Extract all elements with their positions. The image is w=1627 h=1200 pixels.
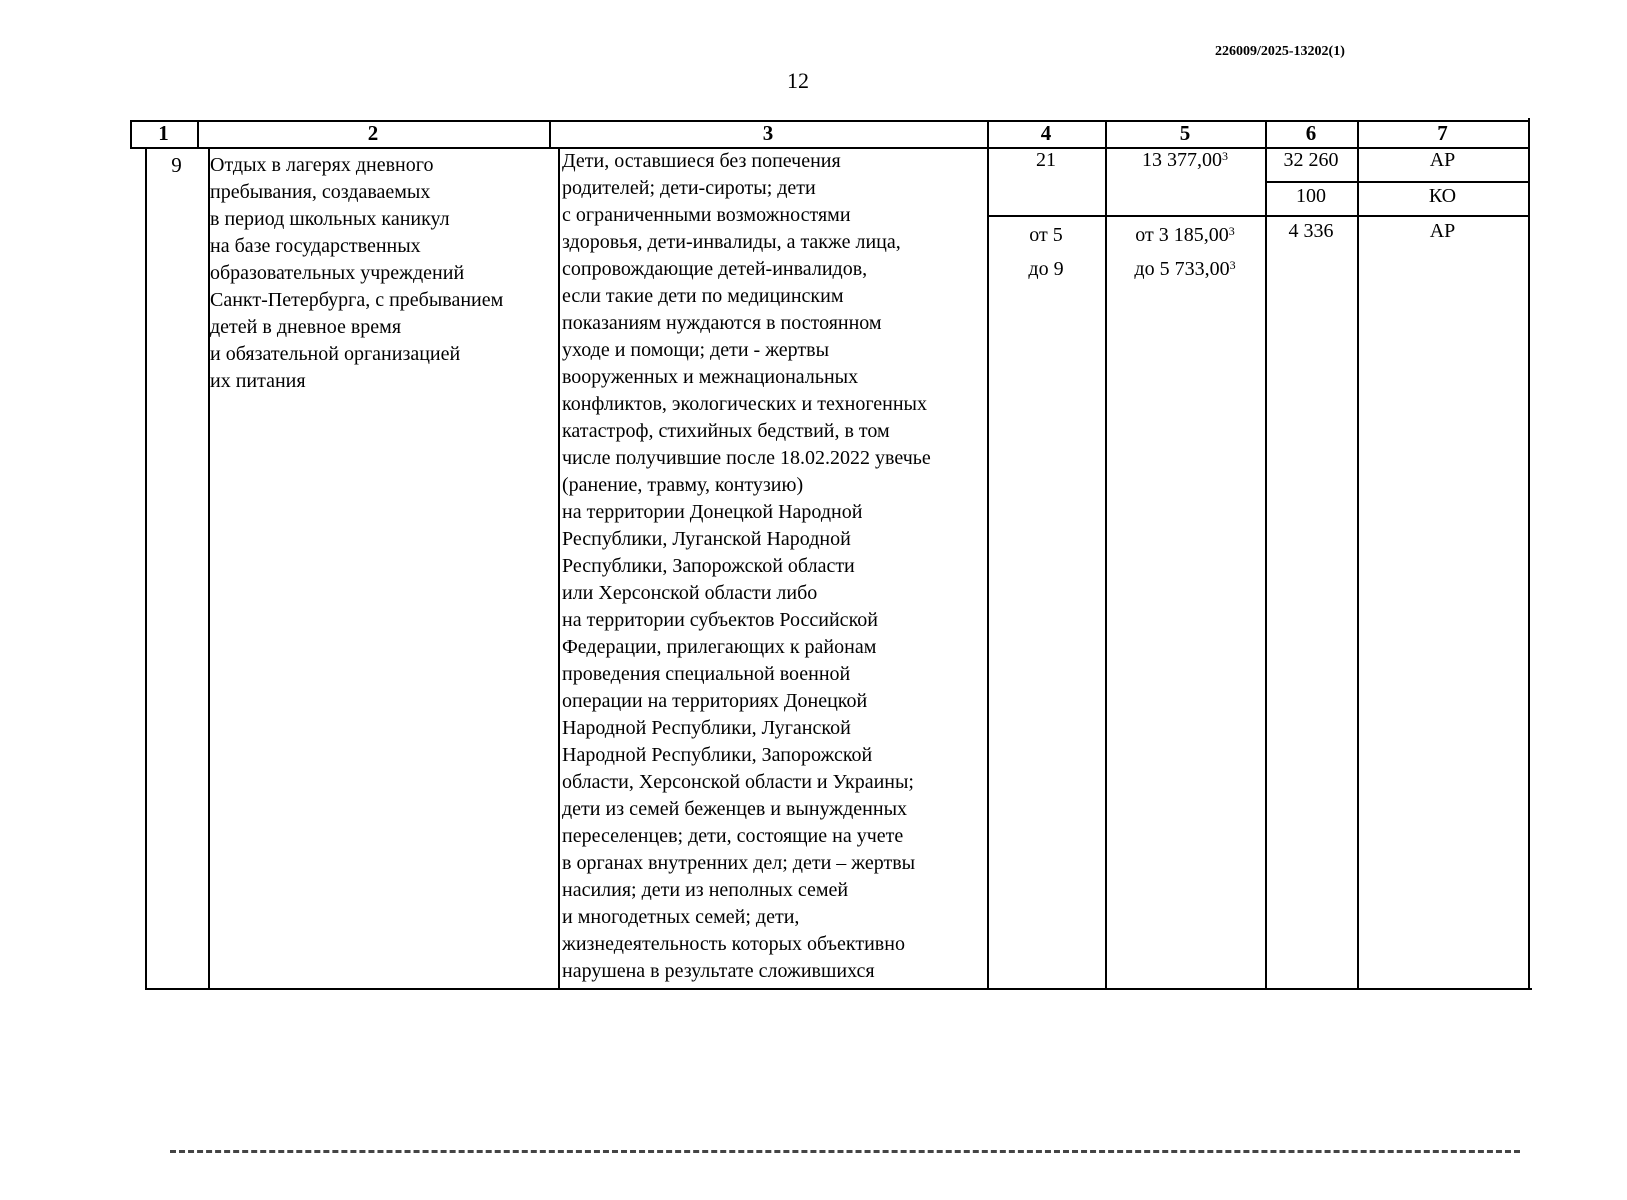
text-line: с ограниченными возможностями bbox=[562, 204, 851, 226]
text-line: переселенцев; дети, состоящие на учете bbox=[562, 825, 904, 847]
sub2-col4 bbox=[987, 218, 1105, 286]
sub1-col4: 21 bbox=[1036, 149, 1056, 171]
footnote-mark: 3 bbox=[1229, 258, 1236, 272]
sub1-col7a: АР bbox=[1429, 149, 1456, 171]
text-line: пребывания, создаваемых bbox=[210, 181, 431, 203]
text-line: образовательных учреждений bbox=[210, 262, 465, 284]
text-line: области, Херсонской области и Украины; bbox=[562, 771, 914, 793]
text-line: вооруженных и межнациональных bbox=[562, 366, 859, 388]
document-number: 226009/2025-13202(1) bbox=[1215, 44, 1345, 59]
text-line: на базе государственных bbox=[210, 235, 421, 257]
sub2-col5 bbox=[1105, 218, 1265, 286]
header-col-7: 7 bbox=[1437, 121, 1448, 145]
text-line: здоровья, дети-инвалиды, а также лица, bbox=[562, 231, 901, 253]
footnote-mark: 3 bbox=[1222, 149, 1228, 163]
row-number: 9 bbox=[171, 153, 182, 177]
text-line: числе получившие после 18.02.2022 увечье bbox=[562, 447, 931, 469]
text-line: если такие дети по медицинским bbox=[562, 285, 844, 307]
text-line: детей в дневное время bbox=[210, 316, 402, 338]
text-line: уходе и помощи; дети - жертвы bbox=[562, 339, 830, 361]
scan-edge-line bbox=[170, 1150, 1520, 1153]
range-to: до 9 bbox=[1028, 258, 1064, 280]
text-line: или Херсонской области либо bbox=[562, 582, 818, 604]
text-line: жизнедеятельность которых объективно bbox=[562, 933, 905, 955]
text-line: на территории Донецкой Народной bbox=[562, 501, 863, 523]
price-from-value: от 3 185,00 bbox=[1135, 224, 1229, 246]
range-from: от 5 bbox=[1029, 224, 1063, 246]
text-line: катастроф, стихийных бедствий, в том bbox=[562, 420, 890, 442]
recipient-categories bbox=[562, 148, 987, 985]
text-line: Отдых в лагерях дневного bbox=[210, 154, 434, 176]
service-name bbox=[210, 152, 550, 395]
text-line: и многодетных семей; дети, bbox=[562, 906, 800, 928]
text-line: Народной Республики, Запорожской bbox=[562, 744, 873, 766]
text-line: Санкт-Петербурга, с пребыванием bbox=[210, 289, 504, 311]
text-line: нарушена в результате сложившихся bbox=[562, 960, 875, 982]
price-from bbox=[1105, 218, 1265, 252]
price-to bbox=[1105, 252, 1265, 286]
col-line bbox=[1528, 118, 1530, 988]
text-line: показаниям нуждаются в постоянном bbox=[562, 312, 882, 334]
header-col-3: 3 bbox=[762, 121, 774, 145]
table-border-bottom bbox=[146, 988, 1532, 990]
text-line: Дети, оставшиеся без попечения bbox=[562, 150, 841, 172]
text-line: на территории субъектов Российской bbox=[562, 609, 878, 631]
text-line: родителей; дети-сироты; дети bbox=[562, 177, 816, 199]
header-col-6: 6 bbox=[1305, 121, 1317, 145]
sub1-col6b: 100 bbox=[1296, 185, 1326, 207]
sub2-col7: АР bbox=[1429, 220, 1456, 242]
header-col-4: 4 bbox=[1040, 121, 1052, 145]
text-line: Республики, Луганской Народной bbox=[562, 528, 851, 550]
text-line: насилия; дети из неполных семей bbox=[562, 879, 849, 901]
text-line: и обязательной организацией bbox=[210, 343, 461, 365]
text-line: Федерации, прилегающих к районам bbox=[562, 636, 877, 658]
text-line: сопровождающие детей-инвалидов, bbox=[562, 258, 868, 280]
text-line: в органах внутренних дел; дети – жертвы bbox=[562, 852, 916, 874]
sub1-col6a: 32 260 bbox=[1283, 149, 1339, 171]
text-line: Народной Республики, Луганской bbox=[562, 717, 851, 739]
sub2-col6: 4 336 bbox=[1288, 220, 1334, 242]
header-col-1: 1 bbox=[158, 121, 169, 145]
text-line: дети из семей беженцев и вынужденных bbox=[562, 798, 908, 820]
header-col-5: 5 bbox=[1179, 121, 1191, 145]
text-line: (ранение, травму, контузию) bbox=[562, 474, 804, 496]
page-number: 12 bbox=[787, 68, 809, 93]
sub1-col7b: КО bbox=[1428, 185, 1457, 207]
text-line: в период школьных каникул bbox=[210, 208, 450, 230]
header-col-2: 2 bbox=[367, 121, 379, 145]
price-to-value: до 5 733,00 bbox=[1134, 258, 1230, 280]
col-line bbox=[558, 147, 560, 990]
col-line bbox=[1265, 120, 1267, 988]
col-line bbox=[145, 147, 147, 990]
subrow-divider bbox=[987, 215, 1530, 217]
price: 13 377,00 bbox=[1142, 149, 1222, 171]
footnote-mark: 3 bbox=[1228, 224, 1235, 238]
sub1-col5 bbox=[1105, 147, 1265, 174]
col-line bbox=[1357, 120, 1359, 988]
text-line: проведения специальной военной bbox=[562, 663, 851, 685]
text-line: их питания bbox=[210, 370, 306, 392]
text-line: операции на территориях Донецкой bbox=[562, 690, 868, 712]
text-line: конфликтов, экологических и техногенных bbox=[562, 393, 927, 415]
text-line: Республики, Запорожской области bbox=[562, 555, 855, 577]
